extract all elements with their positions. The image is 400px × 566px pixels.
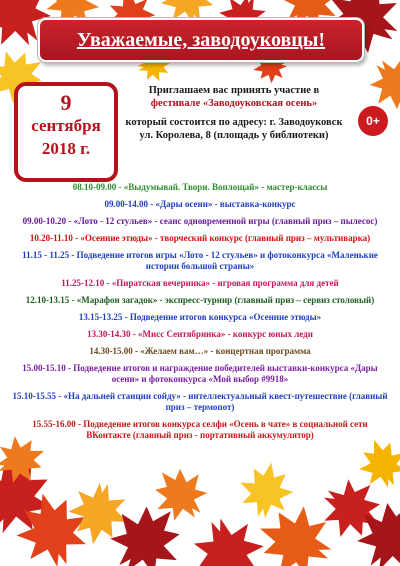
- invitation-line1: Приглашаем вас принять участие в: [148, 85, 320, 96]
- schedule-item: 14.30-15.00 - «Желаем вам…» - концертная программа: [89, 346, 311, 356]
- schedule-list: [12, 182, 388, 447]
- page-title: Уважаемые, заводоуковцы!: [76, 29, 326, 51]
- schedule-item: 11.25-12.10 - «Пиратская вечеринка» - игровая программа для детей: [61, 278, 339, 288]
- schedule-item: 09.00-10.20 - «Лото - 12 стульев» - сеанс одновременной игры (главный приз – пылесос): [22, 216, 378, 226]
- schedule-item: 13.30-14.30 - «Мисс Сентябринка» - конкурс юных леди: [87, 329, 313, 339]
- event-day: 9: [60, 90, 72, 115]
- schedule-item: 13.15-13.25 - Подведение итогов конкурса «Осенние этюды»: [78, 312, 322, 322]
- event-month: сентября: [31, 116, 101, 135]
- schedule-item: 15.55-16.00 - Подведение итогов конкурса селфи «Осень в чате» в социальной сети ВКонтакте (главный приз - портативный аккумулятор): [32, 419, 368, 440]
- schedule-item: 09.00-14.00 - «Дары осени» - выставка-конкурс: [104, 199, 296, 209]
- schedule-item: 08.10-09.00 - «Выдумывай. Твори. Воплощай» - мастер-классы: [72, 182, 328, 192]
- schedule-item: 15.10-15.55 - «На дальней станции сойду» - интеллектуальный квест-путешествие (главный приз – термопот): [12, 391, 388, 412]
- address-line2: ул. Королева, 8 (площадь у библиотеки): [139, 130, 329, 141]
- festival-line: [118, 97, 350, 110]
- schedule-item: 15.00-15.10 - Подведение итогов и награждение победителей выставки-конкурса «Дары осени» и фотоконкурса «Мой выбор #9918»: [22, 363, 378, 384]
- schedule-item: 11.15 - 11.25 - Подведение итогов игры «Лото - 12 стульев» и фотоконкурса «Маленькие истории большой страны»: [22, 250, 378, 271]
- address-line1: который состоится по адресу: г. Заводоуковск: [125, 117, 343, 128]
- event-date-box: [14, 82, 118, 182]
- festival-prefix: фестивале: [150, 98, 203, 109]
- age-rating-badge: 0+: [358, 106, 388, 136]
- invitation-text: [118, 84, 350, 142]
- festival-name: «Заводоуковская осень»: [202, 98, 318, 109]
- schedule-item: 10.20-11.10 - «Осенние этюды» - творческий конкурс (главный приз – мультиварка): [29, 233, 371, 243]
- schedule-item: 12.10-13.15 - «Марафон загадок» - экспресс-турнир (главный приз – сервиз столовый): [25, 295, 375, 305]
- page-title-banner: [38, 18, 364, 62]
- event-year: 2018 г.: [41, 139, 91, 158]
